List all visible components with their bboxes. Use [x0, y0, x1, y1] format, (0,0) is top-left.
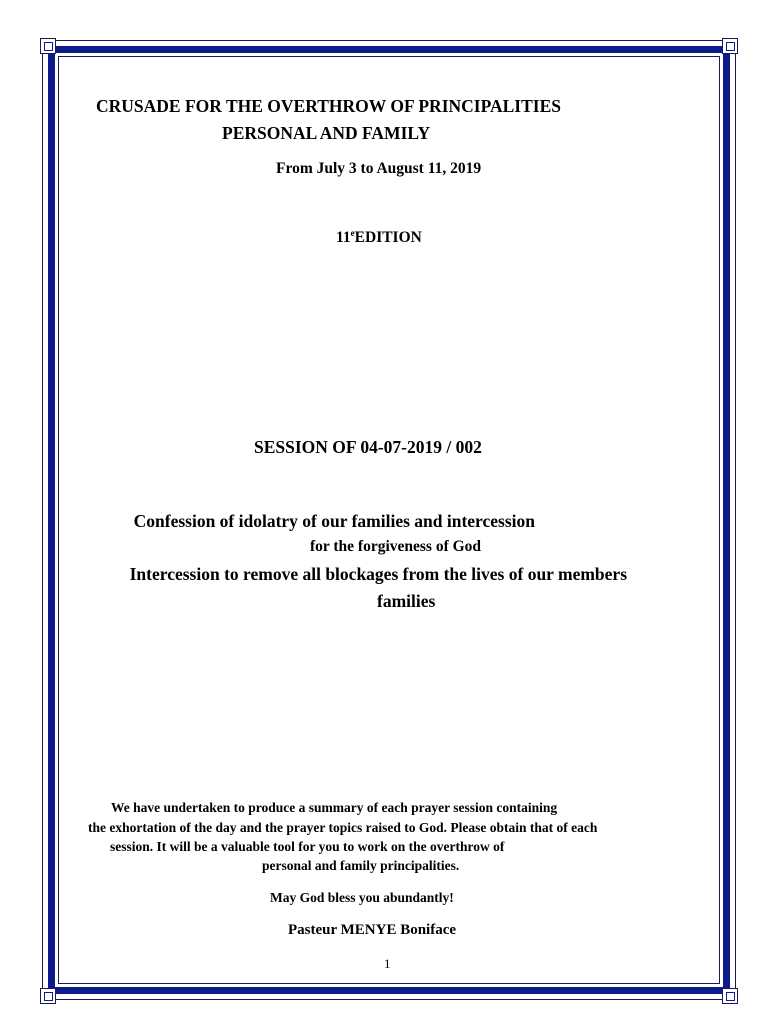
corner-ornament-bottom-right: [722, 988, 738, 1004]
summary-line-4: personal and family principalities.: [262, 858, 460, 873]
summary-line-3: session. It will be a valuable tool for you to work on the overthrow of: [110, 839, 505, 854]
summary-line-1: We have undertaken to produce a summary of each prayer session containing: [111, 800, 558, 815]
author-signature: Pasteur MENYE Boniface: [288, 922, 457, 938]
edition-superscript: e: [350, 227, 355, 238]
topic-item-1-text: Confession of idolatry of our families and intercession: [120, 511, 522, 531]
edition-label: [336, 229, 422, 247]
topic-item-1-continuation: for the forgiveness of God: [310, 538, 482, 555]
corner-ornament-top-left: [40, 38, 56, 54]
bullet-box-icon: [110, 564, 124, 585]
edition-word: EDITION: [354, 229, 422, 246]
document-title-line-1: CRUSADE FOR THE OVERTHROW OF PRINCIPALITIES: [96, 96, 561, 116]
document-title-line-2: PERSONAL AND FAMILY: [222, 123, 431, 143]
topic-item-2-text: Intercession to remove all blockages from the lives of our members: [116, 564, 614, 584]
edition-number: 11: [336, 229, 351, 246]
blessing-text: May God bless you abundantly!: [270, 890, 454, 905]
topic-item-2-continuation: families: [377, 591, 436, 611]
corner-ornament-bottom-left: [40, 988, 56, 1004]
topic-item-1: [114, 511, 535, 532]
bullet-box-icon: [114, 511, 128, 532]
date-range: From July 3 to August 11, 2019: [276, 160, 482, 177]
corner-ornament-top-right: [722, 38, 738, 54]
page-number: 1: [384, 956, 391, 971]
session-heading: SESSION OF 04-07-2019 / 002: [254, 437, 482, 457]
topic-item-2: [110, 564, 627, 585]
summary-line-2: the exhortation of the day and the prayer topics raised to God. Please obtain that of each: [88, 820, 598, 835]
